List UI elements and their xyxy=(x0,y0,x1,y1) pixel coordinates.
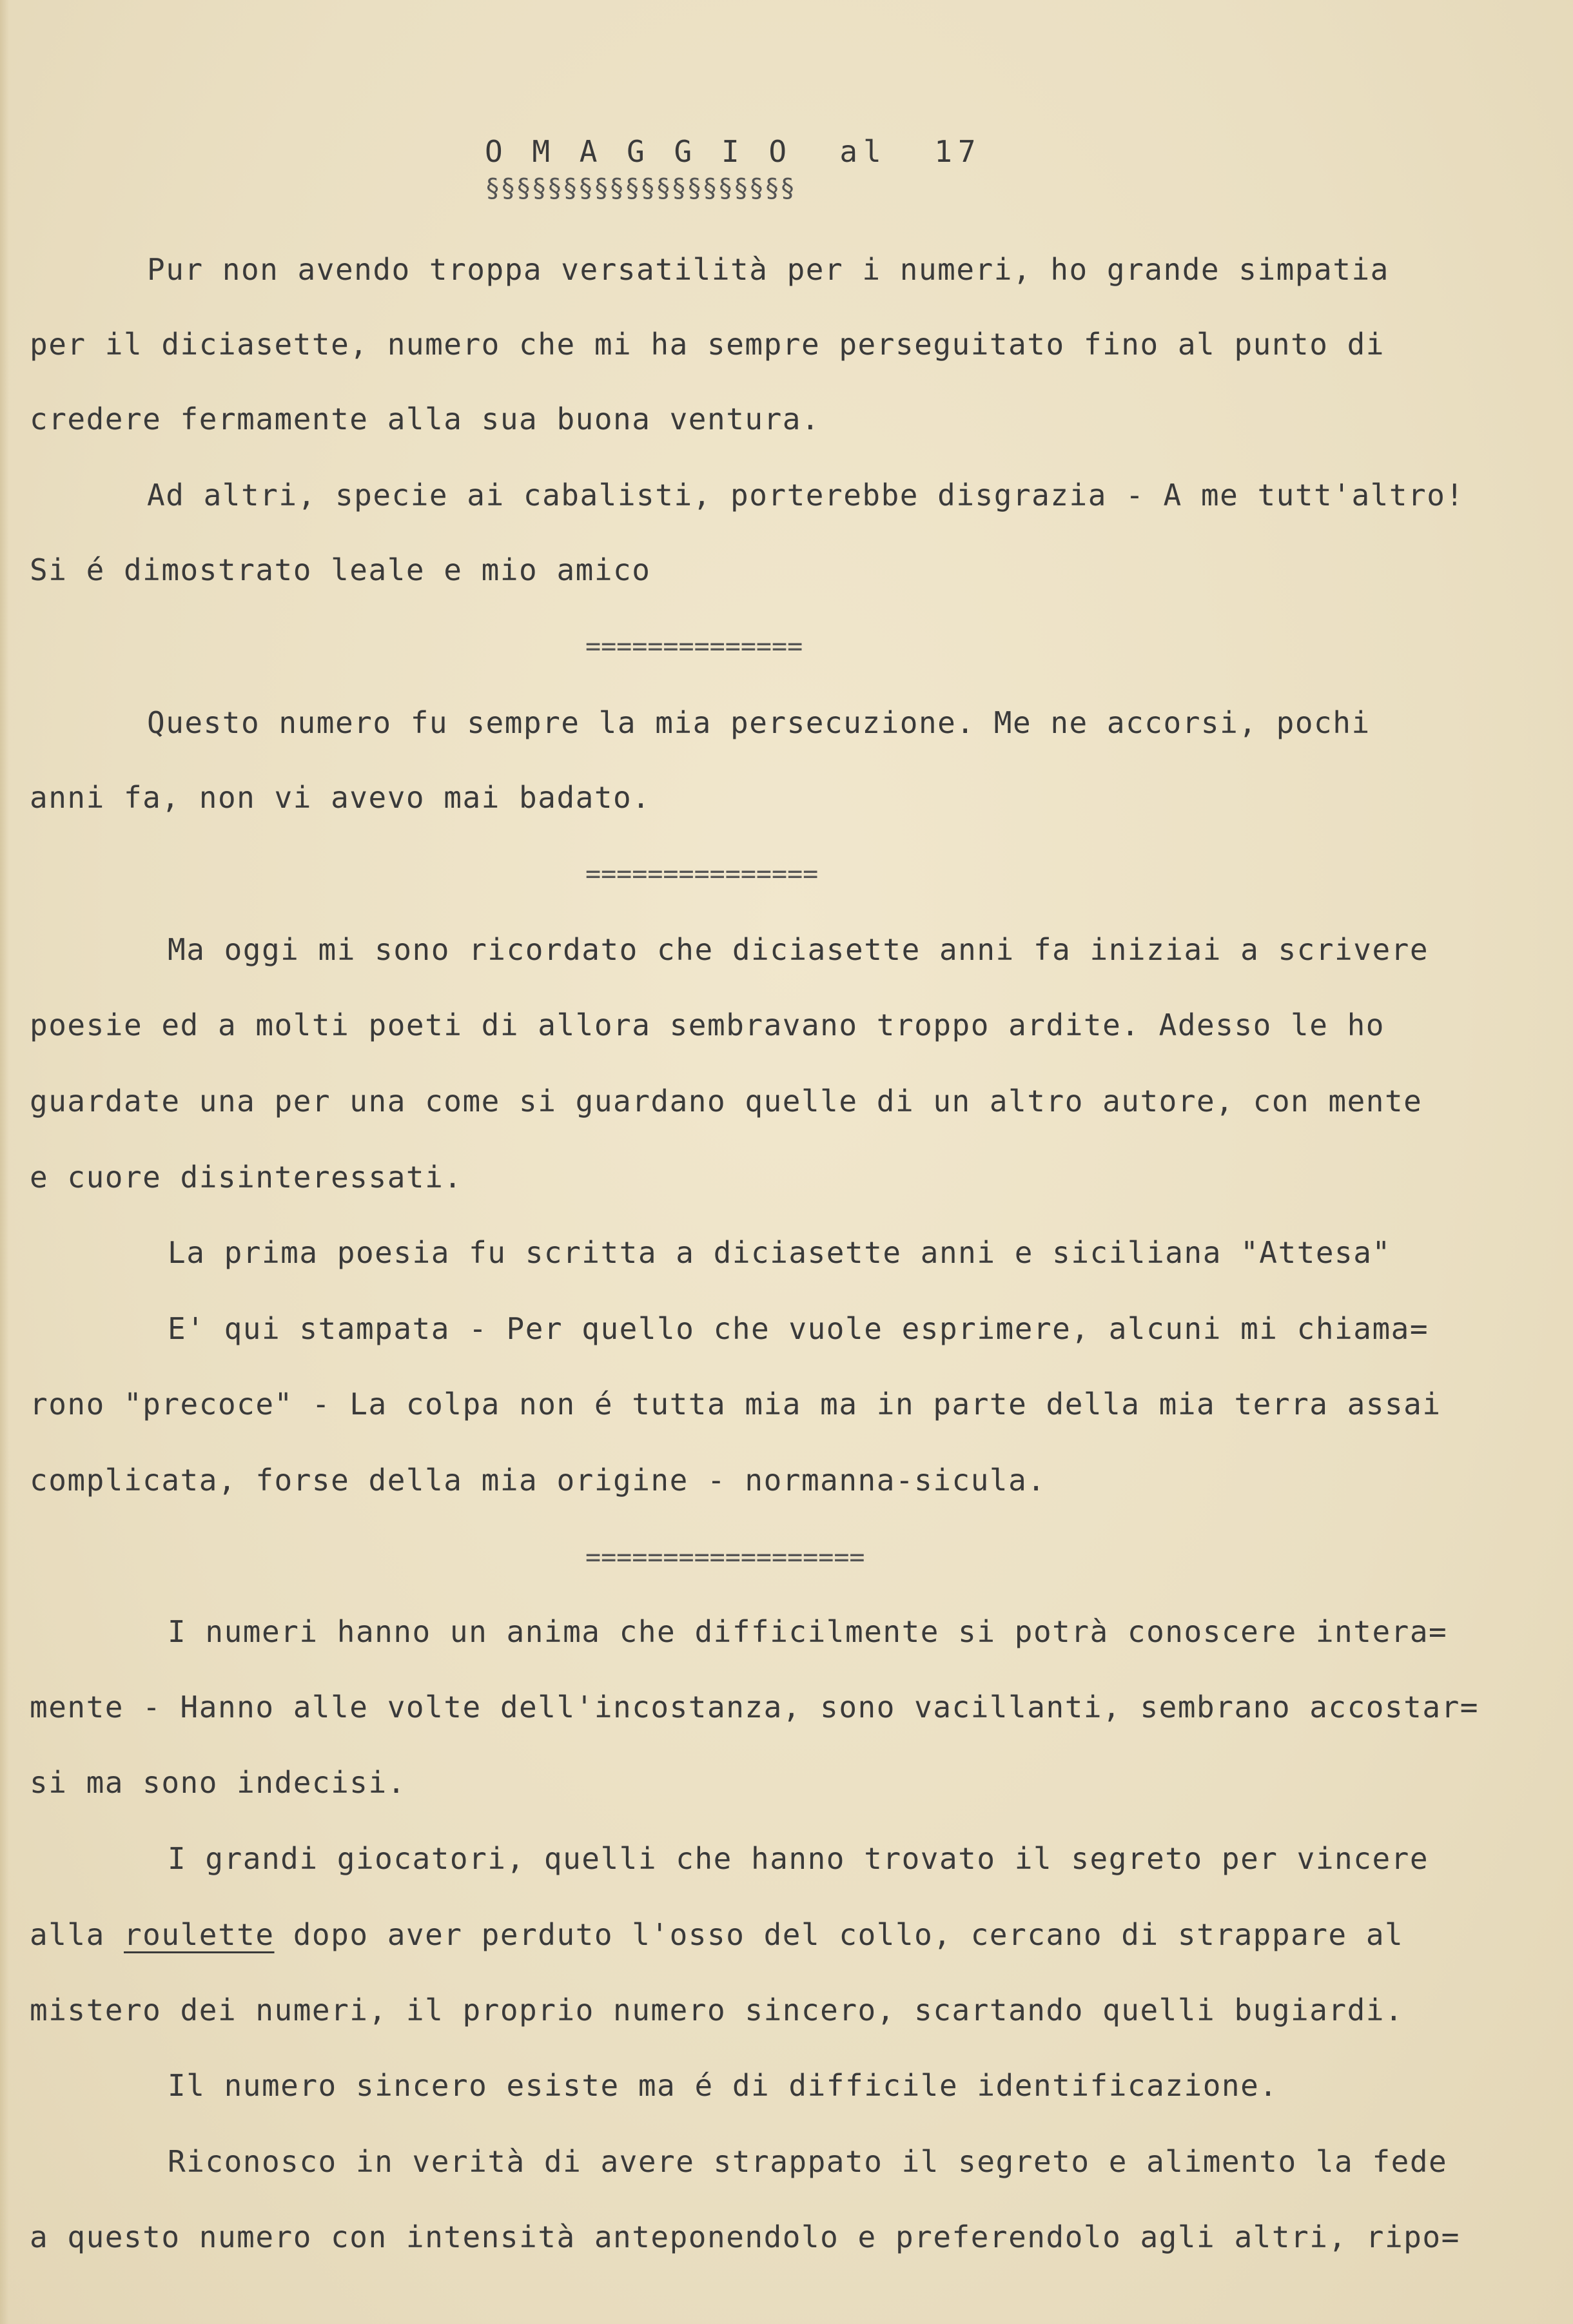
text-line: anni fa, non vi avevo mai badato. xyxy=(30,780,651,815)
text-line: E' qui stampata - Per quello che vuole esprimere, alcuni mi chiama= xyxy=(168,1311,1429,1346)
text-line: per il diciasette, numero che mi ha sempre perseguitato fino al punto di xyxy=(30,327,1385,362)
text-line: Ma oggi mi sono ricordato che diciasette anni fa iniziai a scrivere xyxy=(168,932,1429,967)
section-separator: ============== xyxy=(585,632,803,661)
text-line: La prima poesia fu scritta a diciasette anni e siciliana "Attesa" xyxy=(168,1235,1391,1270)
text-line: mistero dei numeri, il proprio numero sincero, scartando quelli bugiardi. xyxy=(30,1993,1404,2027)
page-title: O M A G G I O al 17 xyxy=(485,134,982,169)
text-line: e cuore disinteressati. xyxy=(30,1160,463,1195)
text-line: Si é dimostrato leale e mio amico xyxy=(30,552,651,587)
text-line: rono "precoce" - La colpa non é tutta mia ma in parte della mia terra assai xyxy=(30,1387,1441,1421)
section-separator: ================== xyxy=(585,1543,865,1572)
text-line: Pur non avendo troppa versatilità per i numeri, ho grande simpatia xyxy=(147,252,1389,287)
text-line: poesie ed a molti poeti di allora sembravano troppo ardite. Adesso le ho xyxy=(30,1008,1385,1042)
text-line: guardate una per una come si guardano quelle di un altro autore, con mente xyxy=(30,1084,1423,1118)
text-line: Il numero sincero esiste ma é di difficile identificazione. xyxy=(168,2068,1278,2103)
title-underline: §§§§§§§§§§§§§§§§§§§§ xyxy=(485,173,796,203)
text-line: Riconosco in verità di avere strappato il segreto e alimento la fede xyxy=(168,2144,1448,2179)
text-line: complicata, forse della mia origine - normanna-sicula. xyxy=(30,1463,1046,1498)
text-line: I grandi giocatori, quelli che hanno trovato il segreto per vincere xyxy=(168,1841,1429,1876)
section-separator: =============== xyxy=(585,859,819,889)
text-line: mente - Hanno alle volte dell'incostanza, sono vacillanti, sembrano accostar= xyxy=(30,1690,1479,1724)
text-line: si ma sono indecisi. xyxy=(30,1765,406,1800)
text-line: I numeri hanno un anima che difficilmente si potrà conoscere intera= xyxy=(168,1614,1448,1649)
text-line-with-underline xyxy=(30,1917,1404,1952)
text-line: credere fermamente alla sua buona ventura. xyxy=(30,402,821,436)
text-segment: dopo aver perduto l'osso del collo, cercano di strappare al xyxy=(274,1917,1404,1952)
text-line: Ad altri, specie ai cabalisti, porterebbe disgrazia - A me tutt'altro! xyxy=(147,478,1465,513)
text-line: a questo numero con intensità anteponendolo e preferendolo agli altri, ripo= xyxy=(30,2220,1460,2254)
text-line: Questo numero fu sempre la mia persecuzione. Me ne accorsi, pochi xyxy=(147,705,1371,740)
paper-edge xyxy=(0,0,9,2324)
text-segment: alla xyxy=(30,1917,124,1952)
underlined-word: roulette xyxy=(123,1917,275,1952)
